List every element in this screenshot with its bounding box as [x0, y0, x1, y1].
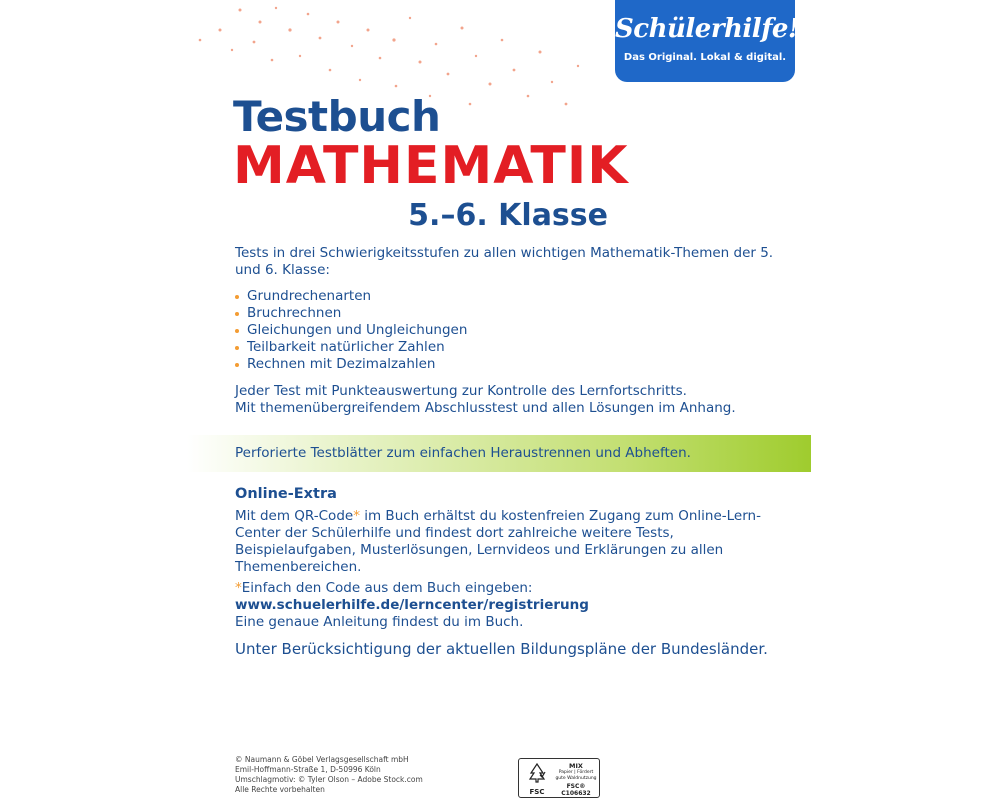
fsc-text: FSC — [529, 788, 545, 796]
list-item-label: Teilbarkeit natürlicher Zahlen — [247, 339, 445, 355]
code-instruction-text: Einfach den Code aus dem Buch eingeben: — [241, 580, 533, 596]
progress-paragraph — [235, 383, 795, 417]
brand-tagline: Das Original. Lokal & digital. — [623, 52, 787, 63]
list-item-label: Bruchrechnen — [247, 305, 342, 321]
progress-line-2: Mit themenübergreifendem Abschlusstest und allen Lösungen im Anhang. — [235, 400, 736, 416]
progress-line-1: Jeder Test mit Punkteauswertung zur Kontrolle des Lernfortschritts. — [235, 383, 687, 399]
title-mathematik: MATHEMATIK — [233, 136, 629, 196]
fsc-code: FSC® C106632 — [561, 783, 591, 797]
list-item — [235, 356, 467, 373]
imprint-line: Alle Rechte vorbehalten — [235, 785, 325, 794]
bullet-dot-icon — [235, 346, 239, 350]
online-extra-heading: Online-Extra — [235, 486, 337, 502]
fsc-info — [555, 762, 597, 797]
list-item — [235, 305, 467, 322]
code-instructions — [235, 580, 795, 631]
bullet-dot-icon — [235, 363, 239, 367]
list-item — [235, 322, 467, 339]
online-text-start: Mit dem QR-Code — [235, 508, 354, 524]
list-item — [235, 339, 467, 356]
brand-badge — [615, 0, 799, 82]
asterisk-mark: * — [353, 508, 360, 524]
code-instruction-line — [235, 580, 795, 597]
fsc-mix: MIX — [569, 762, 583, 770]
asterisk-mark: * — [235, 580, 242, 596]
list-item-label: Grundrechenarten — [247, 288, 372, 304]
curriculum-note: Unter Berücksichtigung der aktuellen Bildungspläne der Bundesländer. — [235, 640, 768, 658]
fsc-label — [518, 758, 600, 798]
online-text-end: im Buch erhältst du kostenfreien Zugang zum Online-Lern-Center der Schülerhilfe und findest dort zahlreiche weitere Tests, Beispielaufgaben, Musterlösungen, Lernvideos und Erklärungen zu allen Themenbereichen. — [235, 508, 761, 575]
imprint — [235, 755, 423, 795]
imprint-line: Emil-Hoffmann-Straße 1, D-50996 Köln — [235, 765, 381, 774]
imprint-line: Umschlagmotiv: © Tyler Olson – Adobe Stock.com — [235, 775, 423, 784]
list-item-label: Rechnen mit Dezimalzahlen — [247, 356, 436, 372]
title-klasse: 5.–6. Klasse — [408, 198, 608, 233]
fsc-tree-icon — [526, 762, 548, 784]
guide-note: Eine genaue Anleitung findest du im Buch. — [235, 614, 524, 630]
bullet-dot-icon — [235, 295, 239, 299]
title-testbuch: Testbuch — [233, 92, 441, 141]
list-item — [235, 288, 467, 305]
fsc-logo — [523, 762, 551, 796]
registration-url: www.schuelerhilfe.de/lerncenter/registrierung — [235, 597, 589, 613]
fsc-small-line: gute Waldnutzung — [555, 776, 597, 781]
bullet-dot-icon — [235, 312, 239, 316]
imprint-line: © Naumann & Göbel Verlagsgesellschaft mbH — [235, 755, 409, 764]
brand-logo: Schülerhilfe! — [615, 14, 799, 44]
perforation-band — [187, 435, 811, 472]
perforation-text: Perforierte Testblätter zum einfachen Heraustrennen und Abheften. — [235, 445, 691, 461]
list-item-label: Gleichungen und Ungleichungen — [247, 322, 468, 338]
bullet-dot-icon — [235, 329, 239, 333]
online-extra-text — [235, 508, 795, 576]
topic-list — [235, 288, 467, 373]
fsc-small-line: Papier | Fördert — [558, 770, 594, 775]
intro-text: Tests in drei Schwierigkeitsstufen zu allen wichtigen Mathematik-Themen der 5. und 6. Klasse: — [235, 245, 774, 278]
